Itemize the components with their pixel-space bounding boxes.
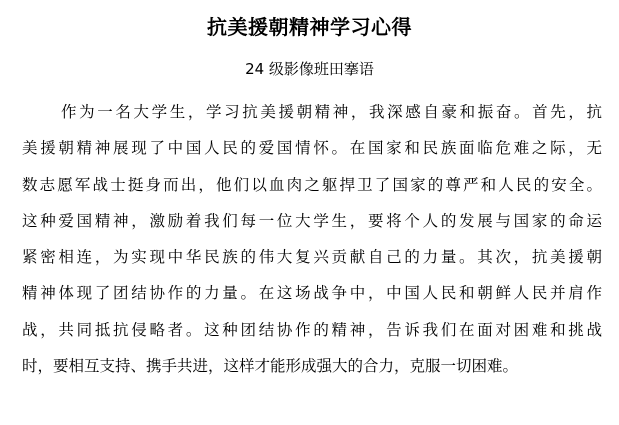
paragraph-line: 这种爱国精神，激励着我们每一位大学生，要将个人的发展与国家的命运	[22, 211, 602, 230]
paragraph-line: 精神体现了团结协作的力量。在这场战争中，中国人民和朝鲜人民并肩作	[22, 284, 602, 303]
body-paragraph	[22, 94, 602, 384]
paragraph-line: 紧密相连，为实现中华民族的伟大复兴贡献自己的力量。其次，抗美援朝	[22, 248, 602, 267]
paragraph-line: 美援朝精神展现了中国人民的爱国情怀。在国家和民族面临危难之际，无	[22, 139, 602, 158]
document-title: 抗美援朝精神学习心得	[207, 15, 412, 39]
document-subtitle: 24 级影像班田搴语	[245, 60, 374, 78]
paragraph-line: 作为一名大学生，学习抗美援朝精神，我深感自豪和振奋。首先，抗	[61, 103, 602, 121]
paragraph-line: 战，共同抵抗侵略者。这种团结协作的精神，告诉我们在面对困难和挑战	[22, 320, 602, 339]
paragraph-line: 数志愿军战士挺身而出，他们以血肉之躯捍卫了国家的尊严和人民的安全。	[22, 175, 602, 194]
paragraph-line: 时，要相互支持、携手共进，这样才能形成强大的合力，克服一切困难。	[22, 357, 519, 376]
